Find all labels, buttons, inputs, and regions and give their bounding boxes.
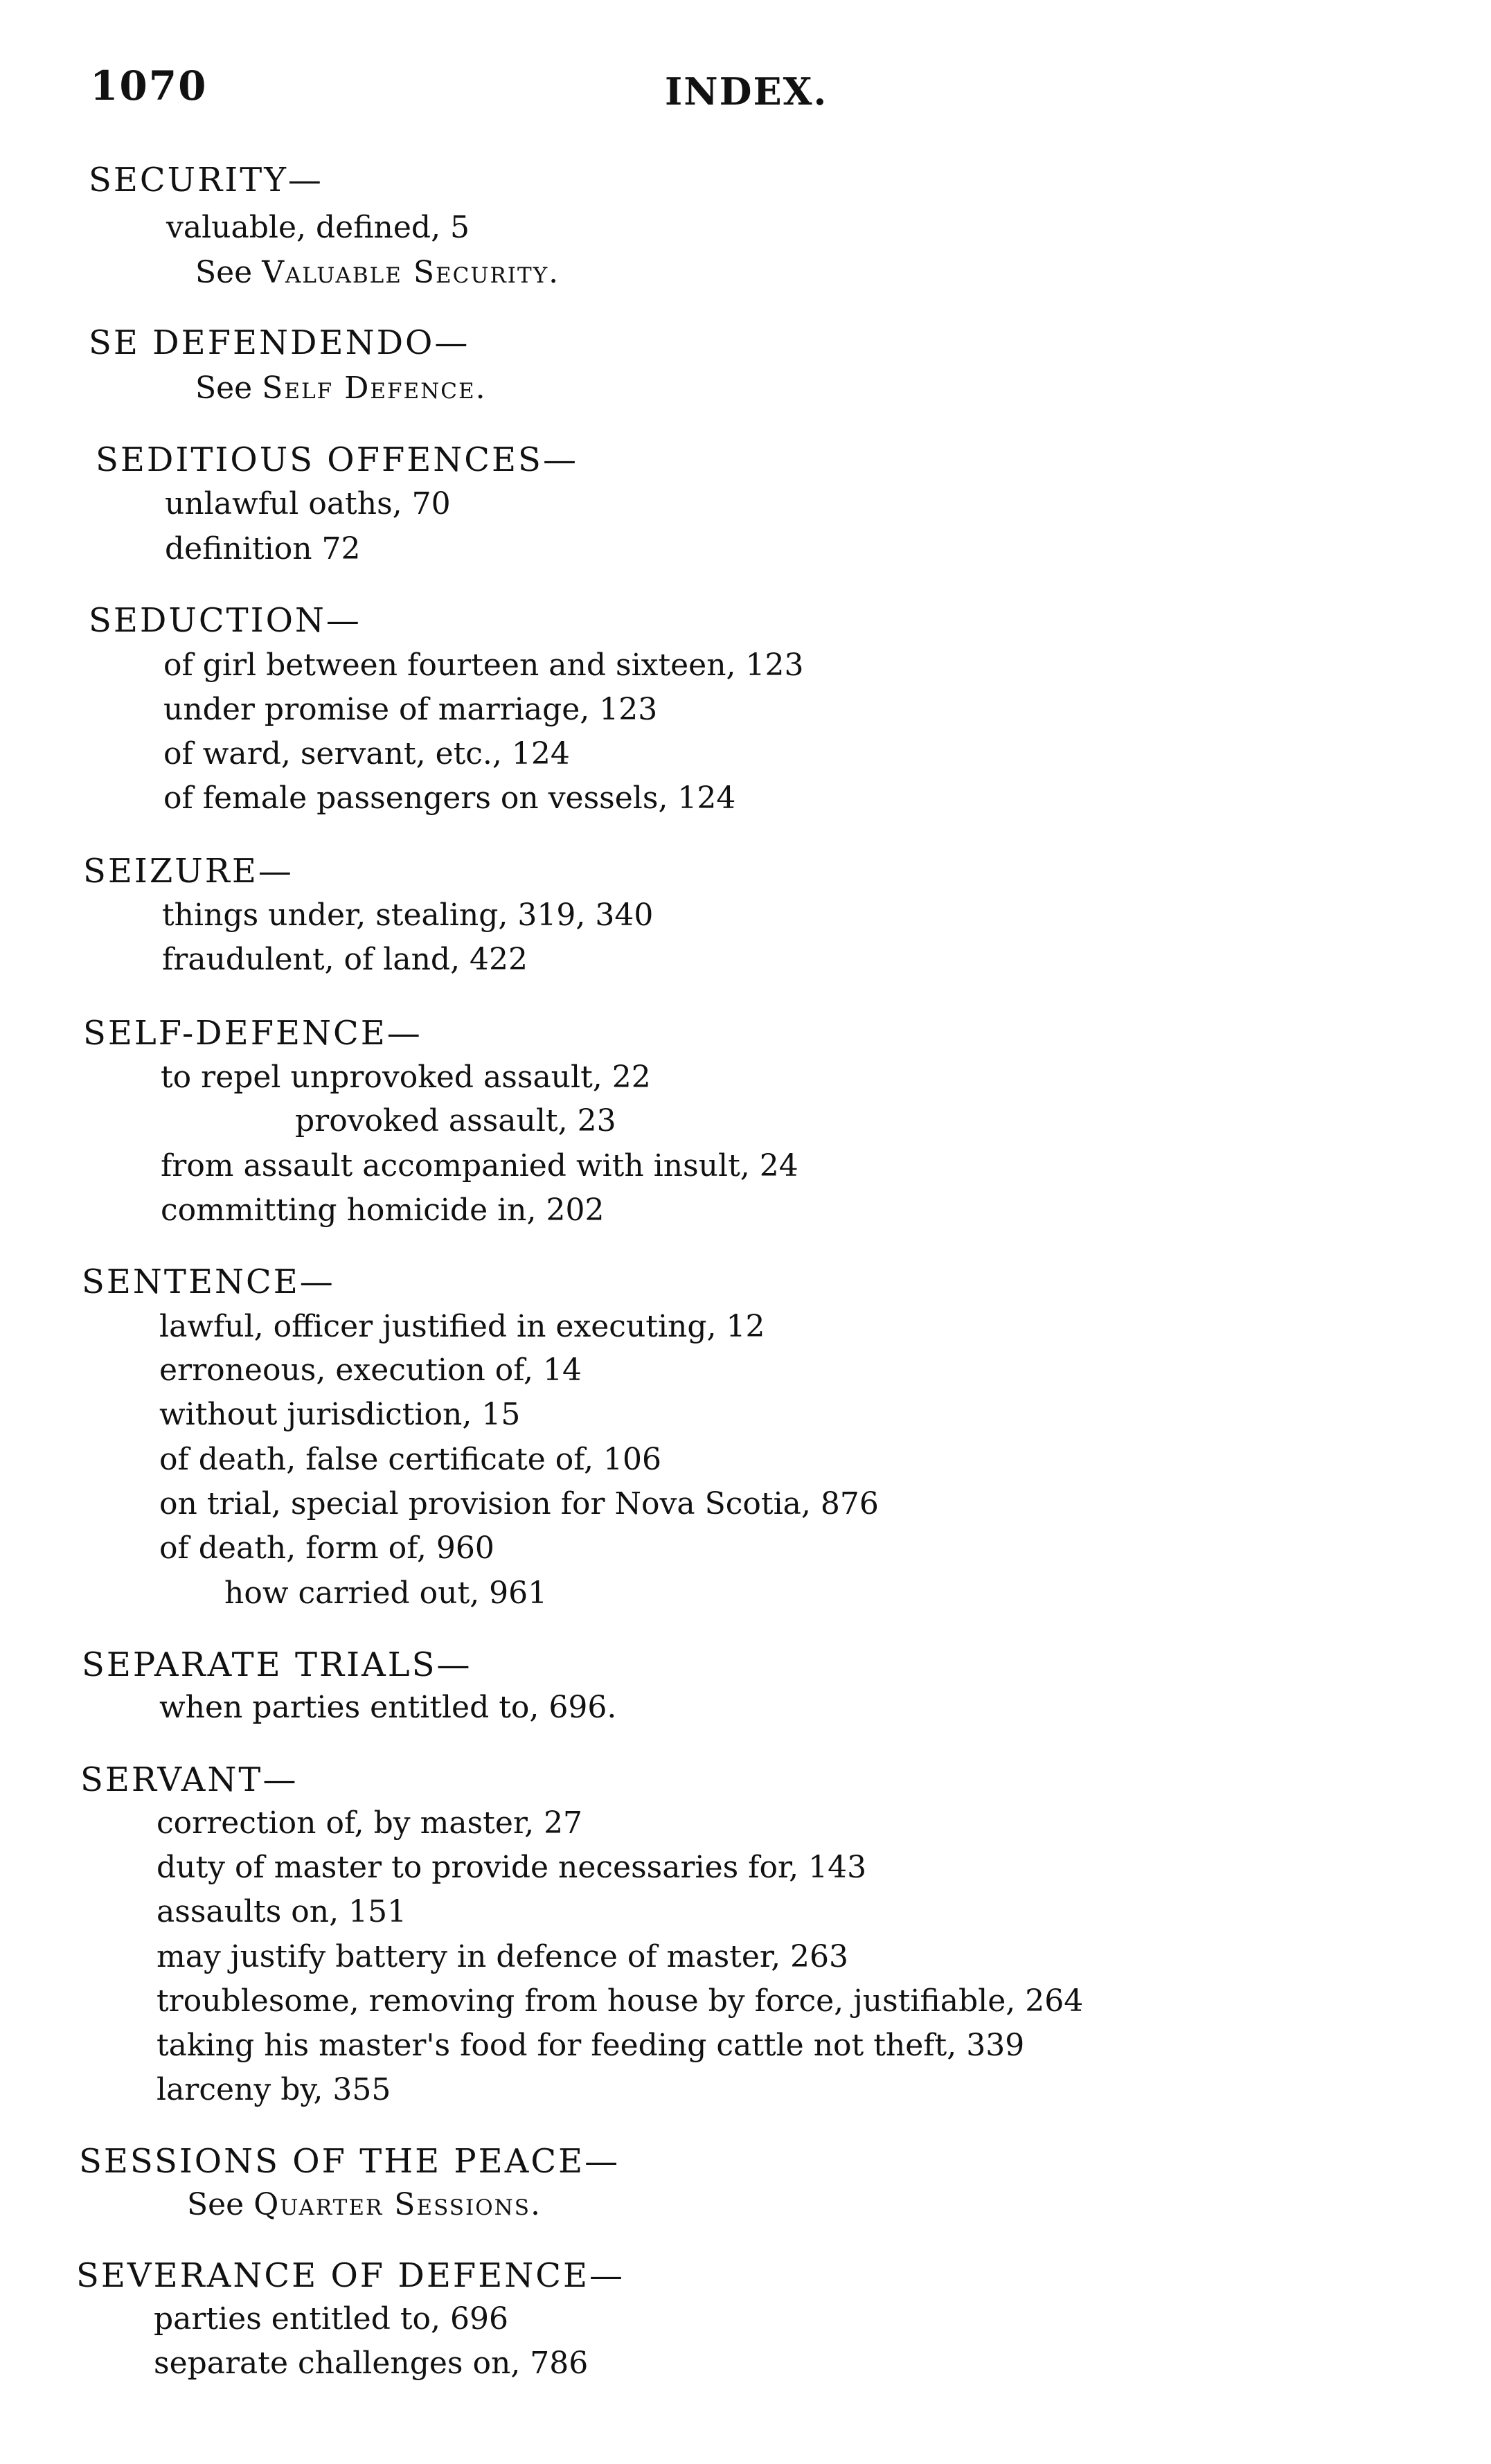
entry-line: taking his master's food for feeding cattle not theft, 339 xyxy=(157,2028,1025,2063)
page-number: 1070 xyxy=(90,62,208,109)
entry-heading: SEVERANCE OF DEFENCE— xyxy=(76,2256,625,2295)
entry-line: of death, false certificate of, 106 xyxy=(159,1442,661,1477)
see-target: Self Defence. xyxy=(262,371,487,406)
entry-line: separate challenges on, 786 xyxy=(154,2346,589,2381)
see-reference xyxy=(195,371,487,406)
entry-line: of girl between fourteen and sixteen, 123 xyxy=(163,648,804,683)
see-prefix: See xyxy=(195,371,253,406)
entry-line: things under, stealing, 319, 340 xyxy=(162,898,654,933)
entry-heading: SELF-DEFENCE— xyxy=(83,1014,422,1053)
entry-line: larceny by, 355 xyxy=(157,2072,391,2107)
entry-heading: SEIZURE— xyxy=(83,852,294,891)
entry-line: of ward, servant, etc., 124 xyxy=(163,736,570,771)
entry-line: to repel unprovoked assault, 22 xyxy=(161,1060,651,1095)
entry-heading: SEDUCTION— xyxy=(89,601,361,640)
entry-line: lawful, officer justified in executing, 12 xyxy=(159,1309,765,1344)
see-prefix: See xyxy=(187,2187,244,2222)
entry-line: when parties entitled to, 696. xyxy=(159,1690,617,1725)
entry-line: assaults on, 151 xyxy=(157,1894,407,1929)
entry-line: of death, form of, 960 xyxy=(159,1530,494,1566)
entry-line: under promise of marriage, 123 xyxy=(163,692,658,727)
entry-line: from assault accompanied with insult, 24 xyxy=(161,1148,798,1184)
entry-line: fraudulent, of land, 422 xyxy=(162,942,528,977)
entry-line: correction of, by master, 27 xyxy=(157,1805,583,1841)
see-reference xyxy=(195,255,560,290)
entry-heading: SEDITIOUS OFFENCES— xyxy=(96,440,578,479)
see-reference xyxy=(187,2187,542,2222)
see-target: Quarter Sessions. xyxy=(253,2187,542,2222)
entry-line: duty of master to provide necessaries for, 143 xyxy=(157,1850,867,1885)
entry-heading: SESSIONS OF THE PEACE— xyxy=(79,2142,620,2181)
entry-heading: SE DEFENDENDO— xyxy=(89,323,470,362)
entry-heading: SECURITY— xyxy=(89,161,323,199)
see-target: Valuable Security. xyxy=(262,255,560,290)
entry-heading: SERVANT— xyxy=(80,1760,298,1799)
entry-line: without jurisdiction, 15 xyxy=(159,1397,521,1432)
entry-line: on trial, special provision for Nova Scotia, 876 xyxy=(159,1486,879,1521)
entry-line: parties entitled to, 696 xyxy=(154,2301,508,2337)
entry-line: unlawful oaths, 70 xyxy=(165,486,451,521)
entry-line: may justify battery in defence of master, 263 xyxy=(157,1939,849,1974)
entry-line-continued: how carried out, 961 xyxy=(224,1575,548,1611)
running-head: INDEX. xyxy=(665,69,828,114)
entry-line: valuable, defined, 5 xyxy=(166,210,470,245)
entry-line: erroneous, execution of, 14 xyxy=(159,1352,582,1388)
entry-line-continued: provoked assault, 23 xyxy=(295,1103,616,1139)
entry-line: troublesome, removing from house by force, justifiable, 264 xyxy=(157,1983,1084,2019)
entry-line: committing homicide in, 202 xyxy=(161,1193,605,1228)
entry-line: definition 72 xyxy=(165,531,361,566)
entry-heading: SENTENCE— xyxy=(82,1262,335,1301)
entry-heading: SEPARATE TRIALS— xyxy=(82,1645,472,1684)
entry-line: of female passengers on vessels, 124 xyxy=(163,780,736,816)
see-prefix: See xyxy=(195,255,253,290)
